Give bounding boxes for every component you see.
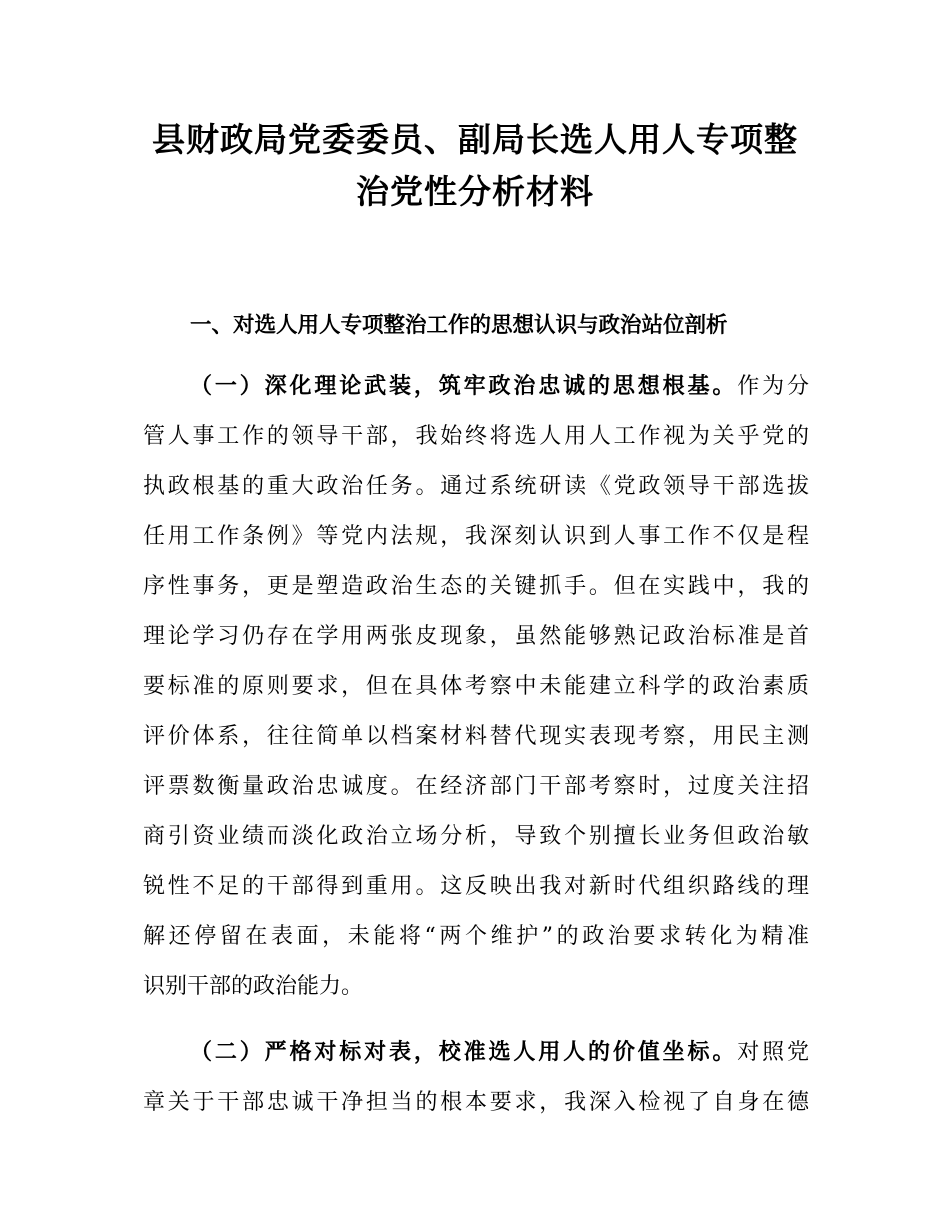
- section-heading: 一、对选人用人专项整治工作的思想认识与政治站位剖析: [190, 313, 728, 338]
- paragraph-1-line: 任用工作条例》等党内法规，我深刻认识到人事工作不仅是程: [143, 524, 809, 549]
- paragraph-1-line: 序性事务，更是塑造政治生态的关键抓手。但在实践中，我的: [143, 574, 809, 599]
- document-title-line-1: 县财政局党委委员、副局长选人用人专项整: [152, 120, 798, 159]
- paragraph-1-line: 锐性不足的干部得到重用。这反映出我对新时代组织路线的理: [143, 874, 809, 899]
- paragraph-1-lead-rest: 作为分: [737, 374, 809, 399]
- paragraph-2-lead-rest: 对照党: [737, 1040, 809, 1065]
- paragraph-1-line: 评价体系，往往简单以档案材料替代现实表现考察，用民主测: [143, 724, 809, 749]
- paragraph-1-lead: （一）深化理论武装，筑牢政治忠诚的思想根基。: [190, 374, 738, 399]
- paragraph-1-line: 要标准的原则要求，但在具体考察中未能建立科学的政治素质: [143, 674, 809, 699]
- paragraph-2-line: 章关于干部忠诚干净担当的根本要求，我深入检视了自身在德: [143, 1090, 809, 1115]
- paragraph-1-line-1: [190, 367, 809, 407]
- paragraph-1-line: 管人事工作的领导干部，我始终将选人用人工作视为关乎党的: [143, 424, 809, 449]
- document-title-line-2: 治党性分析材料: [356, 172, 594, 211]
- paragraph-2-line-1: [190, 1033, 809, 1073]
- paragraph-1-line: 解还停留在表面，未能将“两个维护”的政治要求转化为精准: [143, 924, 809, 949]
- paragraph-2-lead: （二）严格对标对表，校准选人用人的价值坐标。: [190, 1040, 738, 1065]
- paragraph-1-line: 理论学习仍存在学用两张皮现象，虽然能够熟记政治标准是首: [143, 624, 809, 649]
- paragraph-1-line: 评票数衡量政治忠诚度。在经济部门干部考察时，过度关注招: [143, 774, 809, 799]
- paragraph-1-line: 执政根基的重大政治任务。通过系统研读《党政领导干部选拔: [143, 474, 809, 499]
- paragraph-1-line: 商引资业绩而淡化政治立场分析，导致个别擅长业务但政治敏: [143, 824, 809, 849]
- paragraph-1-line: 识别干部的政治能力。: [143, 974, 364, 999]
